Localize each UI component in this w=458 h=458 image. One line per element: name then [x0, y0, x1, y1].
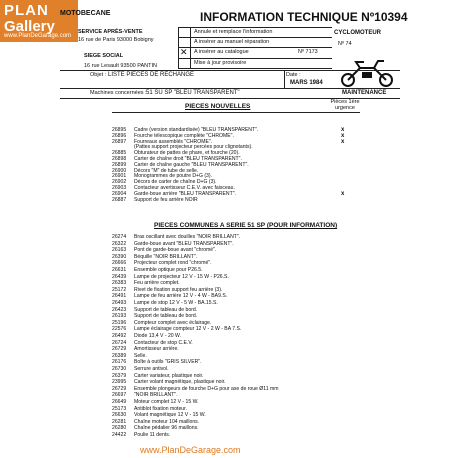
footer-url: www.PlanDeGarage.com	[140, 445, 241, 455]
brand-service: SERVICE APRÈS-VENTE	[78, 29, 143, 35]
part-desc: Selle.	[134, 352, 147, 359]
part-desc: Lampe de feu arrière 12 V - 4 W - BA9.S.	[134, 293, 228, 300]
part-ref: 26903	[112, 185, 127, 191]
part-ref: 26163	[112, 247, 127, 254]
watermark-line2: Gallery	[4, 18, 55, 35]
part-desc: Projecteur complet rond "chromé".	[134, 260, 212, 267]
part-desc: Poulie 11 dents.	[134, 432, 171, 438]
part-ref: 26898	[112, 156, 127, 162]
part-desc: Rivet de fixation support feu arrière (3).	[134, 286, 223, 293]
machines-label: Machines concernées :	[90, 90, 147, 96]
watermark-line1: PLAN	[4, 2, 49, 19]
part-desc: Bras oscillant avec douilles "NOIR BRILLANT".	[134, 234, 241, 240]
part-ref: 26379	[112, 372, 127, 379]
part-desc: Monogrammes de poutre D+G (3).	[134, 173, 212, 180]
category-number: Nº 74	[338, 41, 352, 47]
urgent-column-header: Pièces 1ère urgence	[330, 99, 360, 111]
part-ref: 26631	[112, 267, 127, 273]
part-ref: 26724	[112, 339, 127, 346]
part-ref: 26649	[112, 399, 127, 405]
part-ref: 26897	[112, 138, 127, 145]
part-desc: Fourreaux assemblés "CHROME".	[134, 138, 213, 145]
part-ref: 22576	[112, 326, 127, 333]
part-ref: 26901	[112, 173, 127, 180]
doc-title: INFORMATION TECHNIQUE Nº10394	[200, 10, 408, 24]
brand-address2: 16 rue Lesault 93500 PANTIN	[84, 63, 157, 69]
watermark-logo	[0, 0, 78, 42]
part-ref: 26281	[112, 418, 127, 425]
part-desc: Chaîne pédalier 96 maillons.	[134, 425, 199, 432]
part-desc: Diode 13,4 V - 20 W.	[134, 333, 181, 339]
part-ref: 26885	[112, 150, 127, 157]
part-desc: Béquille "NOIR BRILLANT".	[134, 253, 198, 260]
moped-icon	[338, 58, 396, 88]
watermark-line3: www.PlanDeGarage.com	[4, 33, 72, 39]
object-value: LISTE PIECES DE RECHANGE	[108, 72, 195, 78]
new-parts-title: PIECES NOUVELLES	[185, 103, 251, 110]
part-desc: Décors de carter de chaîne D+G (3).	[134, 179, 217, 186]
part-desc: Garde-boue avant "BLEU TRANSPARENT".	[134, 240, 234, 247]
urgent-mark: x	[341, 127, 345, 133]
brand-siege: SIEGE SOCIAL	[84, 53, 124, 59]
date-label: Date :	[286, 72, 301, 78]
part-ref: 26895	[112, 127, 127, 133]
part-desc: Support de tableau de bord.	[134, 306, 198, 313]
check-number: Nº 7173	[298, 49, 318, 55]
part-desc: Serrure antivol.	[134, 366, 169, 372]
part-ref: 26729	[112, 346, 127, 353]
part-ref: 26730	[112, 366, 127, 372]
part-ref: 26423	[112, 306, 127, 313]
check-item-2: A insérer au manuel réparation	[194, 39, 270, 45]
brand-address1: 16 rue de Paris 93000 Bobigny	[78, 37, 154, 43]
part-ref: 25172	[112, 286, 127, 293]
part-desc: Feu arrière complet.	[134, 280, 180, 287]
part-ref: 26383	[112, 280, 127, 287]
part-desc: Cadre (version standardisée) "BLEU TRANSPARENT".	[134, 127, 259, 133]
part-ref: 26176	[112, 359, 127, 366]
part-desc: Obturateur de pattes de phare, et fourche (20).	[134, 150, 240, 157]
part-desc: Lampe de projecteur 12 V - 15 W - P26.S.	[134, 273, 229, 280]
part-desc: Boîte à outils "GRIS SILVER".	[134, 359, 202, 366]
brand-name: MOTOBECANE	[60, 10, 111, 17]
part-desc: (Pattes support projecteur percées pour clignotants).	[134, 144, 253, 151]
part-ref: 25173	[112, 405, 127, 412]
part-desc: Carter de chaîne droit "BLEU TRANSPARENT".	[134, 156, 242, 162]
part-ref: 26887	[112, 196, 127, 203]
part-ref: 26666	[112, 260, 127, 267]
part-ref: 26697	[112, 392, 127, 399]
part-desc: Garde-boue arrière "BLEU TRANSPARENT".	[134, 190, 236, 197]
urgent-mark: x	[341, 138, 345, 145]
part-ref: 25196	[112, 319, 127, 326]
part-ref: 26492	[112, 333, 127, 339]
part-ref: 26896	[112, 132, 127, 139]
check-mark-icon: ✕	[180, 47, 188, 57]
part-desc: Antiblot fixation moteur.	[134, 405, 187, 412]
urgent-mark: x	[341, 132, 345, 139]
date-value: MARS 1984	[290, 80, 323, 86]
maintenance-label: MAINTENANCE	[342, 90, 387, 96]
part-ref: 26193	[112, 313, 127, 320]
check-item-3: A insérer au catalogue	[194, 49, 249, 55]
part-desc: Pont de garde-boue avant "chromé".	[134, 247, 217, 254]
part-ref: 24422	[112, 432, 127, 438]
common-parts-title: PIECES COMMUNES A SERIE 51 SP (POUR INFORMATION)	[154, 222, 338, 229]
part-ref: 26389	[112, 352, 127, 359]
part-ref: 26899	[112, 161, 127, 168]
check-item-1: Annule et remplace l'information	[194, 29, 273, 35]
part-ref: 26322	[112, 240, 127, 247]
part-desc: Carter variateur, plastique noir.	[134, 372, 204, 379]
part-ref: 26491	[112, 293, 127, 300]
part-desc: Fourche télescopique complète "CHROME".	[134, 132, 234, 139]
check-item-4: Mise à jour provisoire	[194, 60, 247, 66]
part-desc: Volant magnétique 12 V - 15 W.	[134, 412, 206, 419]
part-desc: Support de feu arrière NOIR	[134, 196, 198, 203]
part-desc: Carter volant magnétique, plastique noir.	[134, 379, 226, 386]
category: CYCLOMOTEUR	[334, 30, 381, 36]
table-row	[112, 198, 198, 204]
part-ref: 26390	[112, 253, 127, 260]
part-desc: Lampe éclairage compteur 12 V - 2 W - BA 7.S.	[134, 326, 242, 333]
part-ref: 26729	[112, 385, 127, 392]
part-desc: Amortisseur arrière.	[134, 346, 179, 353]
part-desc: Moteur complet 12 V - 15 W.	[134, 399, 199, 405]
part-desc: Carter de chaîne gauche "BLEU TRANSPARENT".	[134, 161, 249, 168]
part-ref: 23995	[112, 379, 127, 386]
part-desc: Ensemble optique pour P26.5.	[134, 267, 203, 273]
table-row	[112, 433, 170, 439]
part-desc: Contacteur avertisseur C.E.V. avec faisceau.	[134, 185, 235, 191]
part-ref: 26439	[112, 273, 127, 280]
part-ref: 26274	[112, 234, 127, 240]
part-ref: 26280	[112, 425, 127, 432]
part-ref: 26493	[112, 300, 127, 306]
urgent-mark: x	[341, 190, 345, 197]
part-ref: 26900	[112, 167, 127, 174]
part-desc: Chaîne moteur 104 maillons.	[134, 418, 200, 425]
object-label: Objet :	[90, 72, 107, 78]
part-desc: Contacteur de stop C.E.V.	[134, 339, 193, 346]
part-desc: Décors "M" de tube de selle.	[134, 167, 199, 174]
part-desc: "NOIR BRILLANT".	[134, 392, 178, 399]
part-ref: 26902	[112, 179, 127, 186]
machines-value: 51 SU SP "BLEU TRANSPARENT"	[146, 90, 240, 96]
part-ref: 26630	[112, 412, 127, 419]
part-desc: Ensemble plongeurs de fourche D+G pour axe de roue Ø11 mm	[134, 385, 279, 392]
part-desc: Lampe de stop 12 V - 5 W - BA.15.S.	[134, 300, 218, 306]
part-desc: Compteur complet avec éclairage.	[134, 319, 212, 326]
part-desc: Support de tableau de bord.	[134, 313, 198, 320]
part-ref: 26904	[112, 190, 127, 197]
